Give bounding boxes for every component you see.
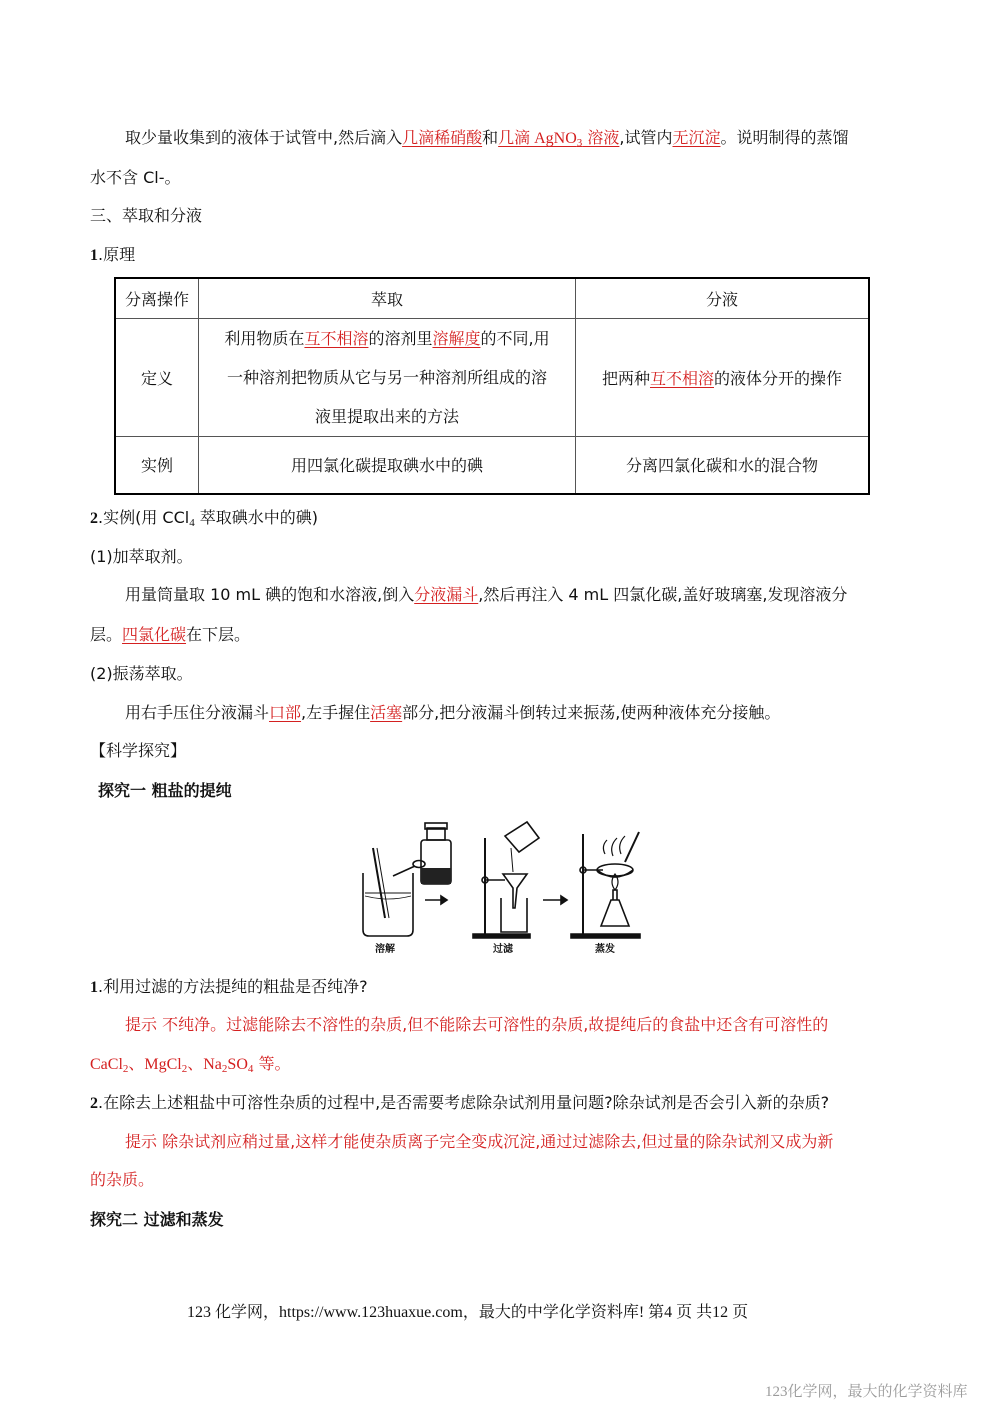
paragraph-line xyxy=(125,126,849,151)
answer-blank: 口部 xyxy=(269,703,302,722)
figure-caption: 过滤 xyxy=(493,944,513,955)
text: .原理 xyxy=(98,245,136,264)
table-cell: 利用物质在互不相溶的溶剂里溶解度的不同,用 一种溶剂把物质从它与另一种溶剂所组成的溶 液里提取出来的方法 xyxy=(199,318,576,436)
table-row xyxy=(115,436,869,494)
answer-hint: 提示 除杂试剂应稍过量,这样才能使杂质离子完全变成沉淀,通过过滤除去,但过量的除杂试剂又成为新 xyxy=(125,1132,834,1151)
answer-hint: 的杂质。 xyxy=(90,1170,155,1189)
beaker-icon xyxy=(501,898,527,932)
answer-blank: 互不相溶 xyxy=(304,328,369,348)
table-row xyxy=(115,318,869,436)
explore-title: 探究一 粗盐的提纯 xyxy=(98,781,232,800)
question: 1.利用过滤的方法提纯的粗盐是否纯净? xyxy=(90,977,368,996)
text: 和 xyxy=(482,128,499,147)
hint-label: 提示 xyxy=(125,1132,158,1151)
answer-blank: 溶液 xyxy=(582,128,620,147)
answer-blank: 互不相溶 xyxy=(649,368,714,388)
table-header: 分液 xyxy=(576,278,870,318)
hint-label: 提示 xyxy=(125,1015,158,1034)
explore-title: 探究二 过滤和蒸发 xyxy=(90,1210,224,1229)
principle-table xyxy=(114,277,870,495)
table-cell: 分离四氯化碳和水的混合物 xyxy=(576,436,870,494)
answer-blank: 溶解度 xyxy=(432,328,481,348)
table-header: 萃取 xyxy=(199,278,576,318)
paragraph-line: 用量筒量取 10 mL 碘的饱和水溶液,倒入分液漏斗,然后再注入 4 mL 四氯化碳,盖好玻璃塞,发现溶液分 xyxy=(125,585,848,604)
figure-caption: 蒸发 xyxy=(595,944,615,955)
beaker-icon xyxy=(363,873,413,936)
answer-hint: CaCl$_2$、MgCl$_2$、$Na_2SO_4$ 等。 xyxy=(90,1054,291,1075)
step-title: (1)加萃取剂。 xyxy=(90,547,193,566)
table-cell: 定义 xyxy=(115,318,199,436)
answer-blank: 几滴 AgNO xyxy=(498,130,577,147)
text: 取少量收集到的液体于试管中,然后滴入 xyxy=(125,128,403,147)
steam-icon xyxy=(603,836,625,856)
paragraph-line: 水不含 Cl-。 xyxy=(90,168,181,187)
page-footer: 123 化学网，https://www.123huaxue.com，最大的中学化学资料库! 第4 页 共12 页 xyxy=(187,1304,749,1321)
answer-blank: 活塞 xyxy=(370,703,403,722)
answer-blank: 四氯化碳 xyxy=(122,625,187,644)
text: ,试管内 xyxy=(619,128,673,147)
spoon-icon xyxy=(393,866,415,876)
alcohol-lamp-icon xyxy=(601,900,629,926)
table-row xyxy=(115,278,869,318)
subscript: 3 xyxy=(576,137,583,149)
figure-caption: 溶解 xyxy=(375,944,395,955)
paragraph-line: 层。四氯化碳在下层。 xyxy=(90,625,251,644)
subsection-title xyxy=(90,243,135,268)
salt-purification-figure xyxy=(355,818,645,958)
table-header: 分离操作 xyxy=(115,278,199,318)
paragraph-line: 用右手压住分液漏斗口部,左手握住活塞部分,把分液漏斗倒转过来振荡,使两种液体充分接触。 xyxy=(125,703,781,722)
table-cell: 把两种互不相溶的液体分开的操作 xyxy=(576,318,870,436)
table-cell: 用四氯化碳提取碘水中的碘 xyxy=(199,436,576,494)
text: 。说明制得的蒸馏 xyxy=(720,128,849,147)
subsection-title: 2.实例(用 CCl$_4$ 萃取碘水中的碘) xyxy=(90,508,319,529)
section-title: 三、萃取和分液 xyxy=(90,206,203,225)
section-title: 【科学探究】 xyxy=(90,741,187,760)
step-title: (2)振荡萃取。 xyxy=(90,664,193,683)
table-cell: 实例 xyxy=(115,436,199,494)
bottle-label: 粗盐 xyxy=(425,855,444,865)
answer-blank: 无沉淀 xyxy=(672,128,721,147)
answer-blank: 分液漏斗 xyxy=(414,585,479,604)
question: 2.在除去上述粗盐中可溶性杂质的过程中,是否需要考虑除杂试剂用量问题?除杂试剂是否会引入新的杂质? xyxy=(90,1093,830,1112)
watermark: 123化学网，最大的化学资料库 xyxy=(765,1384,968,1400)
number: 1 xyxy=(90,247,98,264)
answer-blank: 几滴稀硝酸 xyxy=(402,128,483,147)
funnel-icon xyxy=(503,874,527,908)
pouring-beaker-icon xyxy=(505,822,539,852)
answer-hint: 提示 不纯净。过滤能除去不溶性的杂质,但不能除去可溶性的杂质,故提纯后的食盐中还含有可溶性的 xyxy=(125,1015,829,1034)
